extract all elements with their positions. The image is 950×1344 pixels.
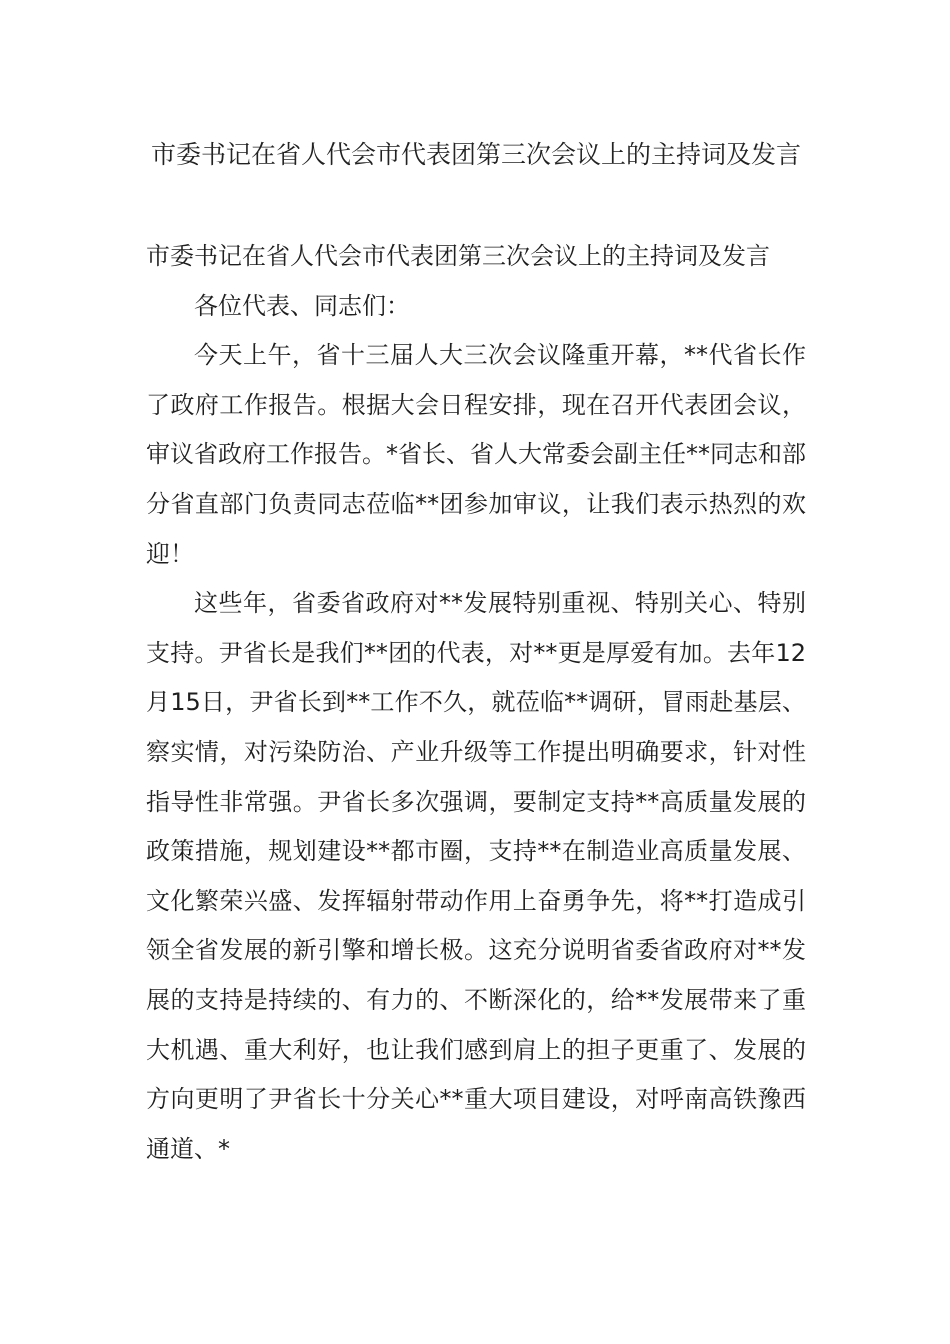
document-body xyxy=(146,232,806,1174)
subtitle-paragraph: 市委书记在省人代会市代表团第三次会议上的主持词及发言 xyxy=(146,242,770,270)
salutation-paragraph: 各位代表、同志们： xyxy=(194,291,410,320)
document-title: 市委书记在省人代会市代表团第三次会议上的主持词及发言 xyxy=(150,140,801,169)
opening-paragraph: 今天上午，省十三届人大三次会议隆重开幕，**代省长作了政府工作报告。根据大会日程安排，现在召开代表团会议，审议省政府工作报告。*省长、省人大常委会副主任**同志和部分省直部门负责同志莅临**团参加审议，让我们表示热烈的欢迎！ xyxy=(146,341,806,568)
body-paragraph: 这些年，省委省政府对**发展特别重视、特别关心、特别支持。尹省长是我们**团的代表，对**更是厚爱有加。去年12月15日，尹省长到**工作不久，就莅临**调研，冒雨赴基层、察实情，对污染防治、产业升级等工作提出明确要求，针对性指导性非常强。尹省长多次强调，要制定支持**高质量发展的政策措施，规划建设**都市圈，支持**在制造业高质量发展、文化繁荣兴盛、发挥辐射带动作用上奋勇争先，将**打造成引领全省发展的新引擎和增长极。这充分说明省委省政府对**发展的支持是持续的、有力的、不断深化的，给**发展带来了重大机遇、重大利好，也让我们感到肩上的担子更重了、发展的方向更明了尹省长十分关心**重大项目建设，对呼南高铁豫西通道、* xyxy=(146,589,806,1163)
